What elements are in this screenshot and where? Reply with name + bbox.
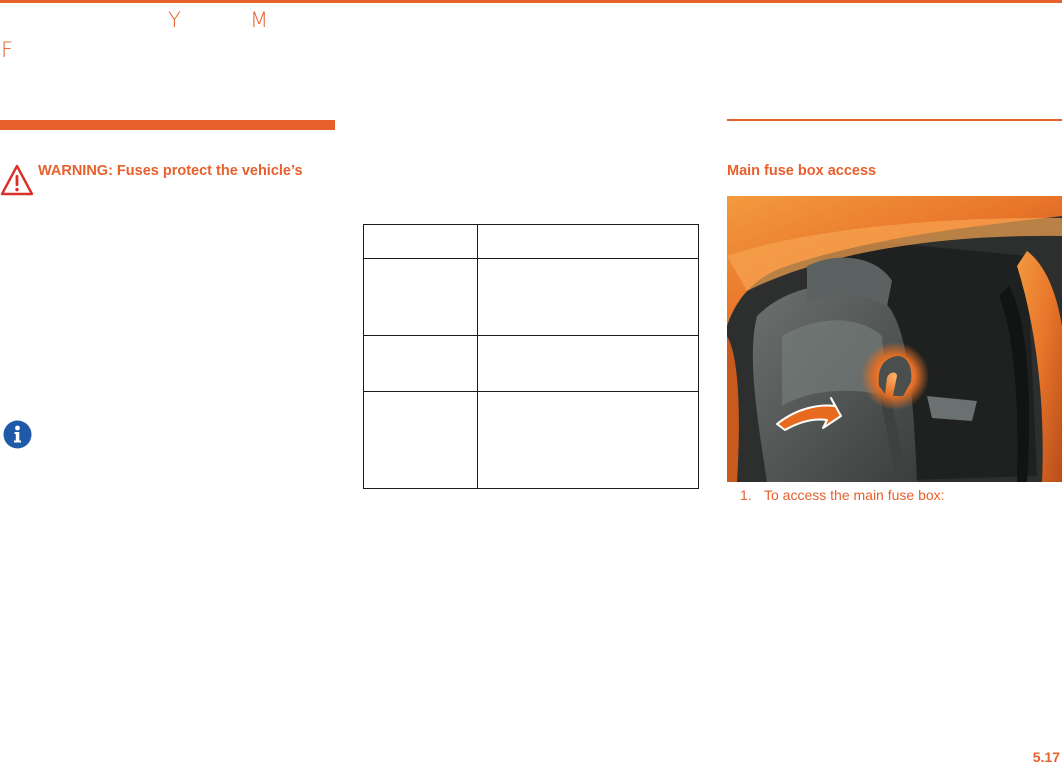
- top-rule: [0, 0, 1062, 3]
- column-rule: [727, 119, 1062, 121]
- table-cell: [364, 392, 478, 489]
- step-text: To access the main fuse box:: [764, 487, 945, 503]
- table-row: [364, 259, 699, 336]
- table-row: [364, 392, 699, 489]
- table-cell: [478, 259, 699, 336]
- header-letter-y: Y: [168, 8, 181, 32]
- table-row: [364, 225, 699, 259]
- info-circle-icon: [3, 420, 32, 449]
- header-letter-m: M: [250, 8, 269, 32]
- section-title: Main fuse box access: [727, 163, 877, 179]
- table-cell: [364, 336, 478, 392]
- fuse-table: [363, 224, 699, 489]
- column-heading-bar: [0, 120, 335, 130]
- warning-triangle-icon: [0, 164, 34, 196]
- step-1: [740, 487, 945, 503]
- table-cell: [478, 336, 699, 392]
- fuse-box-access-photo: [727, 196, 1062, 482]
- step-number: 1.: [740, 487, 752, 503]
- table-cell: [478, 392, 699, 489]
- table-row: [364, 336, 699, 392]
- header-letter-f: F: [1, 38, 14, 62]
- page-number: 5.17: [1032, 749, 1060, 765]
- table-cell: [364, 225, 478, 259]
- table-cell: [478, 225, 699, 259]
- warning-text: WARNING: Fuses protect the vehicle’s: [38, 163, 303, 179]
- table-cell: [364, 259, 478, 336]
